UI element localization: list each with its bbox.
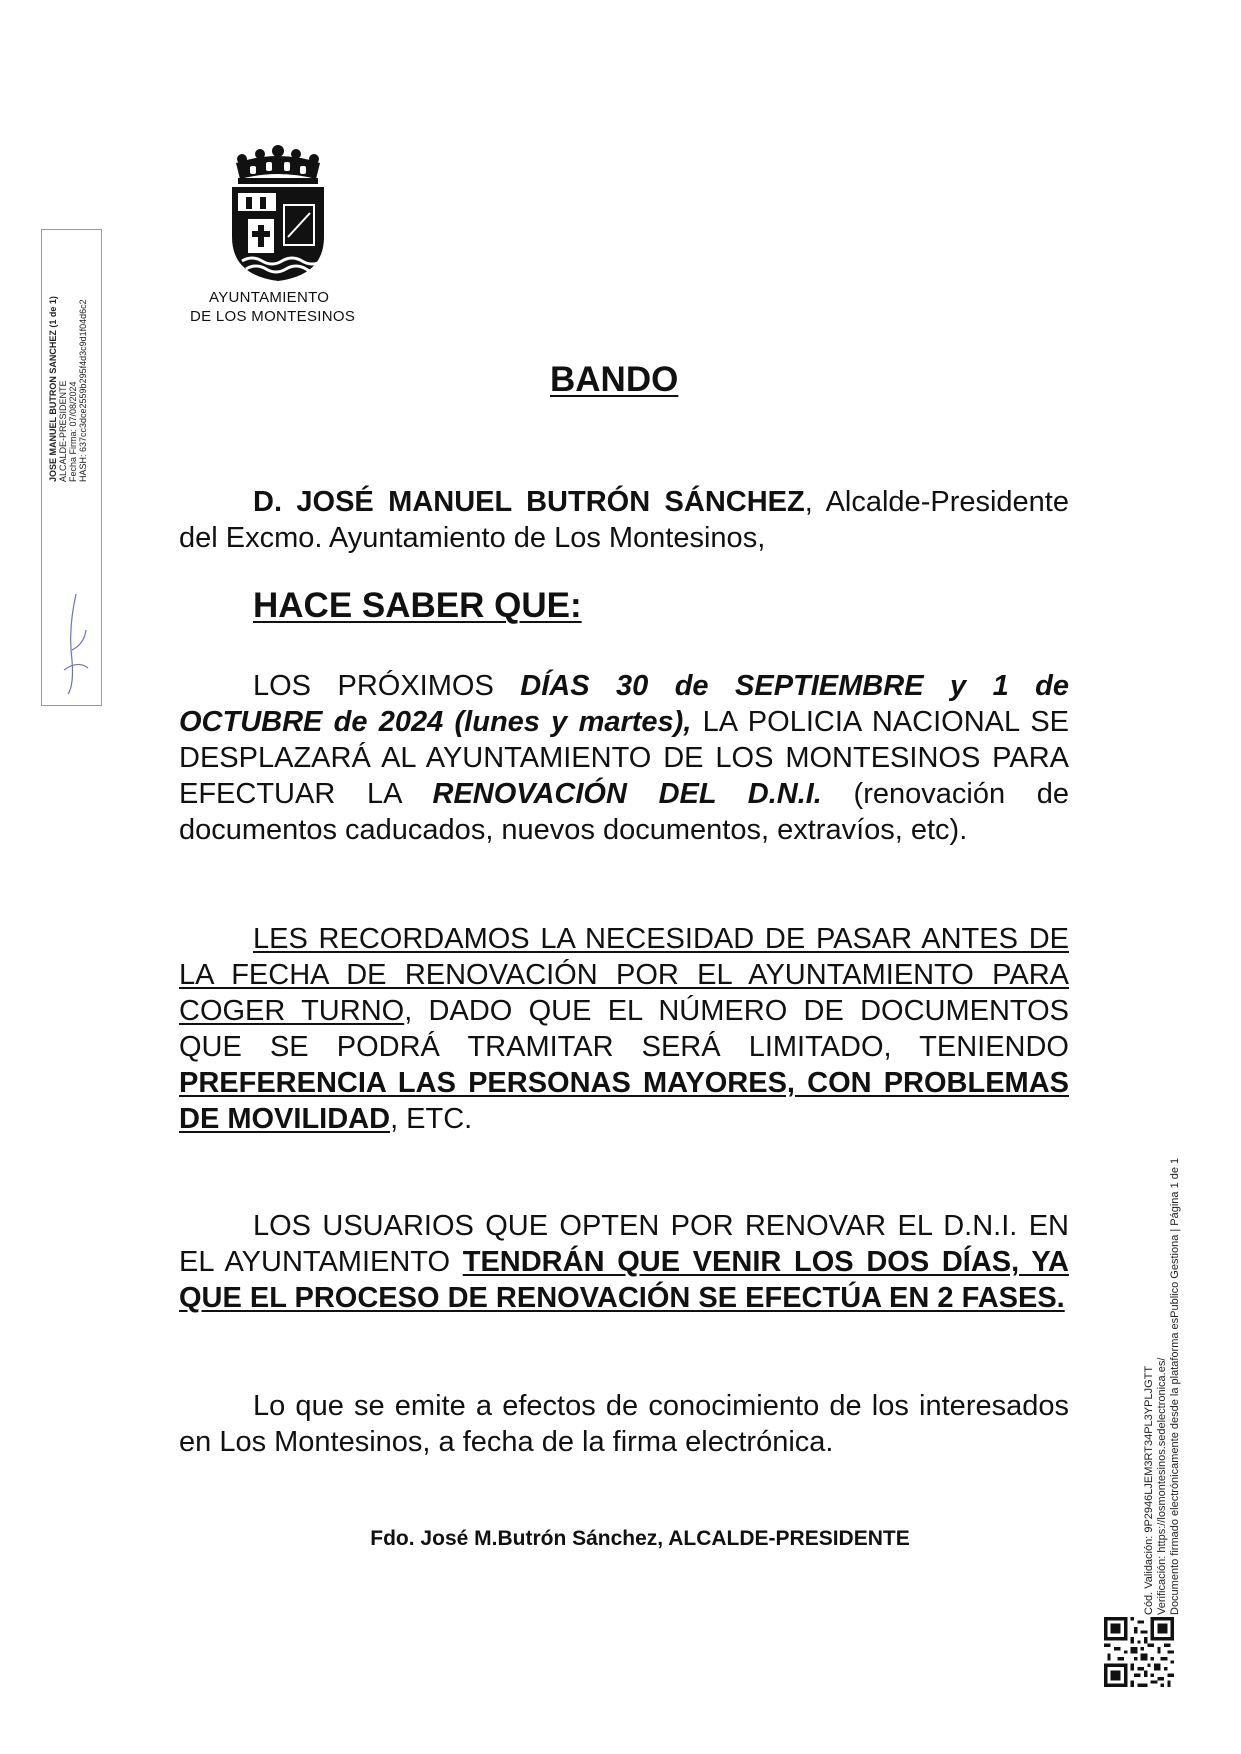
verification-url[interactable]: Verificación: https://losmontesinos.sedelectronica.es/ xyxy=(1156,1357,1168,1615)
platform-note: Documento firmado electrónicamente desde la plataforma esPublico Gestiona | Página 1 de 1 xyxy=(1169,1157,1181,1615)
signer-name: JOSE MANUEL BUTRON SANCHEZ (1 de 1) xyxy=(48,296,58,482)
dates-emphasis: DÍAS 30 de SEPTIEMBRE y 1 de OCTUBRE de 2024 (lunes y martes), xyxy=(179,670,1069,738)
intro-paragraph: D. JOSÉ MANUEL BUTRÓN SÁNCHEZ, Alcalde-Presidente del Excmo. Ayuntamiento de Los Montesinos, xyxy=(179,486,1069,554)
two-days-emphasis: TENDRÁN QUE VENIR LOS DOS DÍAS, YA QUE EL PROCESO DE RENOVACIÓN SE EFECTÚA EN 2 FASES. xyxy=(179,1246,1069,1314)
validation-code: Cód. Validación: 9P2946LJEM3RT34PL3YPLJGTT xyxy=(1143,1365,1155,1615)
signer-role: ALCALDE-PRESIDENTE xyxy=(58,380,68,482)
signature-line: Fdo. José M.Butrón Sánchez, ALCALDE-PRESIDENTE xyxy=(370,1527,910,1550)
closing-paragraph: Lo que se emite a efectos de conocimiento de los interesados en Los Montesinos, a fecha de la firma electrónica. xyxy=(179,1390,1069,1458)
org-name-line2: DE LOS MONTESINOS xyxy=(190,308,356,325)
page-title: BANDO xyxy=(550,360,679,399)
announcement-heading: HACE SABER QUE: xyxy=(253,586,582,625)
notice-paragraph-2: LES RECORDAMOS LA NECESIDAD DE PASAR ANTES DE LA FECHA DE RENOVACIÓN POR EL AYUNTAMIENTO PARA COGER TURNO, DADO QUE EL NÚMERO DE DOCUMENTOS QUE SE PODRÁ TRAMITAR SERÁ LIMITADO, TENIENDO PREFERENCIA LAS PERSONAS MAYORES, CON PROBLEMAS DE MOVILIDAD, ETC. xyxy=(179,923,1070,1135)
org-name-line1: AYUNTAMIENTO xyxy=(209,289,330,306)
signature-hash: HASH: 637cc3dce2559b295f4d3c9d1f04d6c2 xyxy=(78,299,88,482)
notice-paragraph-3: LOS USUARIOS QUE OPTEN POR RENOVAR EL D.N.I. EN EL AYUNTAMIENTO TENDRÁN QUE VENIR LOS DOS DÍAS, YA QUE EL PROCESO DE RENOVACIÓN SE EFECTÚA EN 2 FASES. xyxy=(179,1210,1069,1314)
preference-emphasis: PREFERENCIA LAS PERSONAS MAYORES, CON PROBLEMAS DE MOVILIDAD xyxy=(179,1067,1069,1135)
electronic-signature-box xyxy=(41,229,102,706)
handwritten-signature xyxy=(58,590,92,700)
dni-emphasis: RENOVACIÓN DEL D.N.I. xyxy=(432,778,822,810)
mayor-name: D. JOSÉ MANUEL BUTRÓN SÁNCHEZ xyxy=(253,486,805,518)
signature-date: Fecha Firma: 07/08/2024 xyxy=(68,381,78,482)
municipal-crest-logo xyxy=(228,145,328,285)
notice-paragraph-1: LOS PRÓXIMOS DÍAS 30 de SEPTIEMBRE y 1 de OCTUBRE de 2024 (lunes y martes), LA POLICIA NACIONAL SE DESPLAZARÁ AL AYUNTAMIENTO DE LOS MONTESINOS PARA EFECTUAR LA RENOVACIÓN DEL D.N.I. (renovación de documentos caducados, nuevos documentos, extravíos, etc). xyxy=(179,670,1070,846)
qr-code[interactable] xyxy=(1104,1617,1174,1687)
